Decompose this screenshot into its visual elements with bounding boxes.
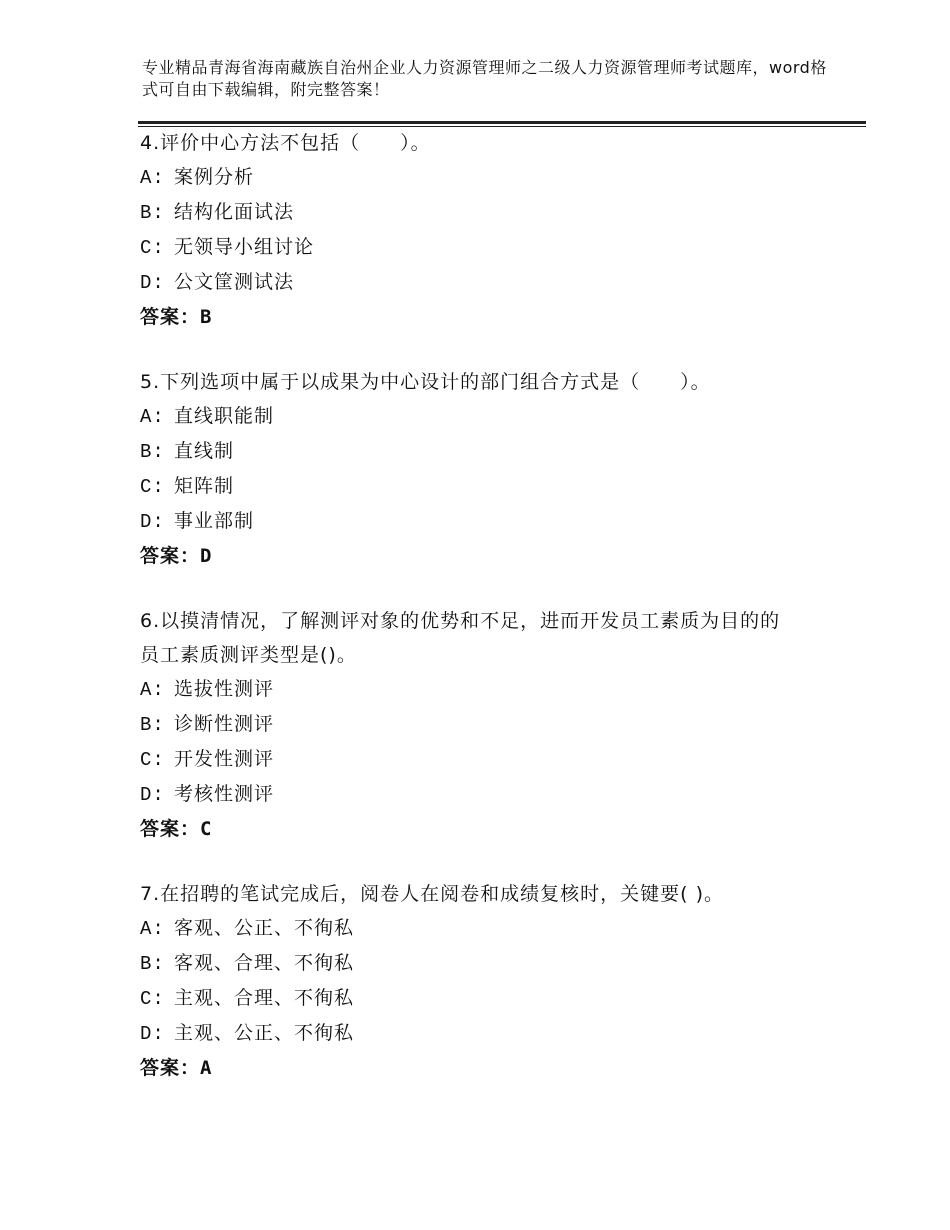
option-key: C: bbox=[140, 988, 165, 1010]
option-c bbox=[140, 230, 800, 265]
option-d bbox=[140, 777, 800, 812]
option-text: 开发性测评 bbox=[174, 748, 275, 770]
option-text: 客观、合理、不徇私 bbox=[174, 952, 355, 974]
option-a bbox=[140, 160, 800, 195]
option-text: 案例分析 bbox=[174, 166, 255, 188]
option-key: D: bbox=[140, 1023, 165, 1045]
answer-value: C bbox=[200, 818, 213, 840]
option-d bbox=[140, 504, 800, 539]
option-key: A: bbox=[140, 406, 165, 428]
option-key: A: bbox=[140, 679, 165, 701]
option-key: B: bbox=[140, 202, 165, 224]
option-text: 事业部制 bbox=[174, 510, 255, 532]
answer-line bbox=[140, 539, 800, 573]
option-text: 选拔性测评 bbox=[174, 678, 275, 700]
option-text: 主观、合理、不徇私 bbox=[174, 987, 355, 1009]
question-7 bbox=[140, 877, 800, 1085]
answer-value: B bbox=[200, 306, 213, 328]
option-text: 无领导小组讨论 bbox=[174, 236, 315, 258]
answer-line bbox=[140, 812, 800, 846]
answer-label: 答案： bbox=[140, 545, 201, 567]
option-key: B: bbox=[140, 714, 165, 736]
option-a bbox=[140, 911, 800, 946]
option-text: 客观、公正、不徇私 bbox=[174, 917, 355, 939]
option-text: 主观、公正、不徇私 bbox=[174, 1022, 355, 1044]
option-text: 公文筐测试法 bbox=[174, 271, 295, 293]
option-key: C: bbox=[140, 749, 165, 771]
option-c bbox=[140, 981, 800, 1016]
option-text: 直线职能制 bbox=[174, 405, 275, 427]
option-key: C: bbox=[140, 237, 165, 259]
option-b bbox=[140, 434, 800, 469]
answer-value: D bbox=[200, 545, 213, 567]
option-key: B: bbox=[140, 441, 165, 463]
option-b bbox=[140, 707, 800, 742]
option-key: D: bbox=[140, 511, 165, 533]
question-6 bbox=[140, 604, 800, 846]
option-key: A: bbox=[140, 167, 165, 189]
option-key: B: bbox=[140, 953, 165, 975]
option-key: D: bbox=[140, 784, 165, 806]
option-c bbox=[140, 469, 800, 504]
option-text: 矩阵制 bbox=[174, 475, 235, 497]
question-5 bbox=[140, 365, 800, 573]
option-b bbox=[140, 946, 800, 981]
option-text: 诊断性测评 bbox=[174, 713, 275, 735]
answer-line bbox=[140, 1051, 800, 1085]
option-c bbox=[140, 742, 800, 777]
option-d bbox=[140, 1016, 800, 1051]
question-title: 7.在招聘的笔试完成后，阅卷人在阅卷和成绩复核时，关键要( )。 bbox=[140, 883, 724, 905]
option-a bbox=[140, 672, 800, 707]
answer-value: A bbox=[200, 1057, 213, 1079]
question-title: 4.评价中心方法不包括（ ）。 bbox=[140, 132, 431, 154]
answer-label: 答案： bbox=[140, 1057, 201, 1079]
option-text: 直线制 bbox=[174, 440, 235, 462]
option-a bbox=[140, 399, 800, 434]
question-title: 5.下列选项中属于以成果为中心设计的部门组合方式是（ ）。 bbox=[140, 371, 711, 393]
option-key: A: bbox=[140, 918, 165, 940]
question-title: 6.以摸清情况，了解测评对象的优势和不足，进而开发员工素质为目的的员工素质测评类型是()。 bbox=[140, 610, 781, 666]
option-key: D: bbox=[140, 272, 165, 294]
option-text: 考核性测评 bbox=[174, 783, 275, 805]
header-divider-thick bbox=[138, 121, 866, 124]
question-4 bbox=[140, 126, 800, 334]
option-d bbox=[140, 265, 800, 300]
answer-line bbox=[140, 300, 800, 334]
answer-label: 答案： bbox=[140, 306, 201, 328]
option-text: 结构化面试法 bbox=[174, 201, 295, 223]
option-key: C: bbox=[140, 476, 165, 498]
option-b bbox=[140, 195, 800, 230]
answer-label: 答案： bbox=[140, 818, 201, 840]
document-header-title: 专业精品青海省海南藏族自治州企业人力资源管理师之二级人力资源管理师考试题库，word格式可自由下载编辑，附完整答案！ bbox=[142, 58, 827, 99]
